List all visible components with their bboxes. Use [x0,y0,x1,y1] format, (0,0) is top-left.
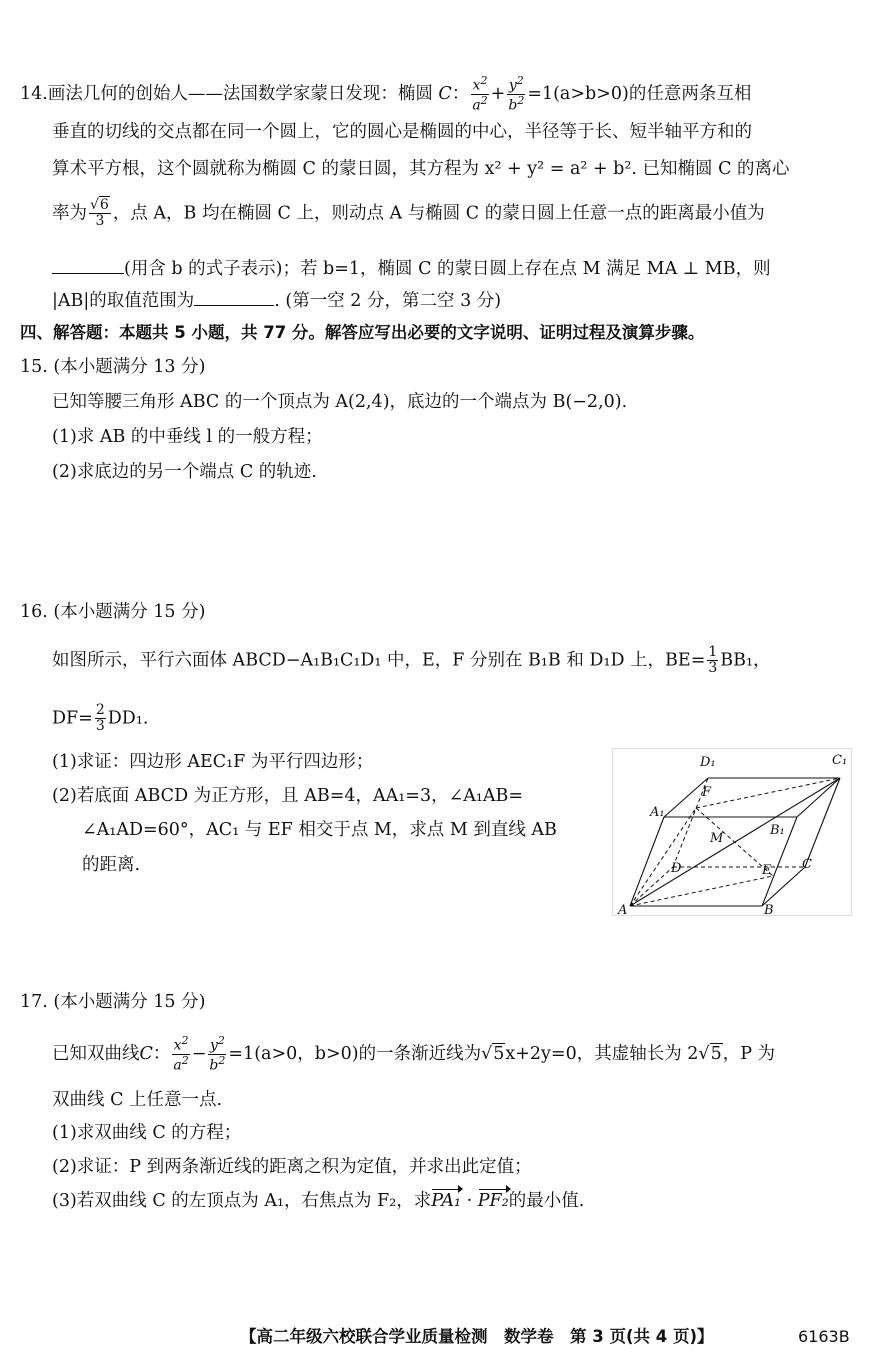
q14-text-4a: 率为 [52,203,87,224]
q14-ellipse-name: C [438,84,452,105]
q16-part-2-line-2: ∠A₁AD=60°，AC₁ 与 EF 相交于点 M，求点 M 到直线 AB [82,820,557,840]
label-B: B [764,903,774,916]
q14-text-4b: ，点 A，B 均在椭圆 C 上，则动点 A 与椭圆 C 的蒙日圆上任意一点的距离最小值为 [112,203,765,224]
label-M: M [710,831,724,846]
label-E: E [762,863,772,878]
q17-vector-PF2: PF₂ [477,1191,509,1211]
q17-line-2: 双曲线 C 上任意一点. [52,1090,223,1110]
q14-text-6a: |AB|的取值范围为 [52,291,195,311]
q16-part-2-line-3: 的距离. [82,855,141,875]
q17-hyperbola-name: C [139,1044,153,1065]
q15-line-1: 已知等腰三角形 ABC 的一个顶点为 A(2,4)，底边的一个端点为 B(−2,0). [52,392,628,412]
q17-colon: ： [152,1044,171,1065]
label-B1: B₁ [770,823,785,838]
q17-part-1: (1)求双曲线 C 的方程； [52,1123,242,1143]
q14-frac-y: $\frac{y^2}{b^2}$ [508,74,525,114]
q14-eccentricity-frac: $\frac{√6}{3}$ [90,197,109,230]
q17-dot-product: · [461,1191,478,1211]
q16-part-2-line-1: (2)若底面 ABCD 为正方形，且 AB=4，AA₁=3，∠A₁AB= [52,786,524,806]
q17-sqrt-1: 5 [493,1044,505,1065]
q16-line-1 [52,645,771,677]
q16-text-1b: BB₁， [720,650,771,671]
q17-part-2: (2)求证：P 到两条渐近线的距离之积为定值，并求出此定值； [52,1157,532,1177]
label-D: D [671,861,682,876]
q14-answer-blank-2[interactable] [194,289,274,306]
q16-header: 16. (本小题满分 15 分) [20,602,206,622]
q16-text-2b: DD₁. [107,708,149,729]
q17-text-1d: ，P 为 [722,1044,776,1065]
q15-part-2: (2)求底边的另一个端点 C 的轨迹. [52,462,317,482]
page-footer-code: 6163B [798,1327,850,1346]
q14-number: 14. [20,84,48,105]
q17-frac-y: $\frac{y^2}{b^2}$ [209,1034,226,1074]
section-4-header: 四、解答题：本题共 5 小题，共 77 分。解答应写出必要的文字说明、证明过程及演算步骤。 [20,323,705,342]
q17-text-1a: 已知双曲线 [52,1044,140,1065]
q14-colon: ： [451,84,470,105]
q17-part-3 [52,1191,584,1212]
q14-frac-x: $\frac{x^2}{a^2}$ [472,74,488,114]
q17-line-1: 已知双曲线C： $\frac{x^2}{a^2}$ − $\frac{y^2}{b^2}$ =1(a>0，b>0)的一条渐近线为√5x+2y=0，其虚轴长为 2√5，P 为 [52,1034,776,1074]
q16-frac-one-third: $\frac{1}{3}$ [708,644,718,677]
q14-text-5: (用含 b 的式子表示)；若 b=1，椭圆 C 的蒙日圆上存在点 M 满足 MA ⊥ MB，则 [124,259,771,279]
q14-line-1: 14.画法几何的创始人——法国数学家蒙日发现：椭圆 C： $\frac{x^2}{a^2}$ + $\frac{y^2}{b^2}$ =1(a>b>0)的任意两条互相 [20,74,752,114]
q14-line-2: 垂直的切线的交点都在同一个圆上，它的圆心是椭圆的中心，半径等于长、短半轴平方和的 [52,122,752,142]
q14-line-5 [52,257,771,280]
page-footer-title: 【高二年级六校联合学业质量检测 数学卷 第 3 页(共 4 页)】 [240,1327,714,1346]
q15-part-1: (1)求 AB 的中垂线 l 的一般方程； [52,427,323,447]
label-A: A [618,903,628,916]
q15-header: 15. (本小题满分 13 分) [20,357,206,377]
q17-sqrt-2: 5 [710,1044,722,1065]
q17-frac-x: $\frac{x^2}{a^2}$ [173,1034,189,1074]
q17-header: 17. (本小题满分 15 分) [20,992,206,1012]
parallelepiped-figure [612,748,852,916]
q14-text-1b: =1(a>b>0)的任意两条互相 [527,84,752,105]
q16-text-2a: DF= [52,708,93,729]
label-C1: C₁ [832,753,848,768]
q17-text-1c: x+2y=0，其虚轴长为 2 [505,1044,699,1065]
q17-text-3a: (3)若双曲线 C 的左顶点为 A₁，右焦点为 F₂，求 [52,1191,432,1211]
q17-text-3b: 的最小值. [508,1191,585,1211]
q16-text-1a: 如图所示，平行六面体 ABCD−A₁B₁C₁D₁ 中，E，F 分别在 B₁B 和 D₁D 上，BE= [52,650,706,671]
q17-text-1b: =1(a>0，b>0)的一条渐近线为 [228,1044,482,1065]
q16-part-1: (1)求证：四边形 AEC₁F 为平行四边形； [52,752,374,772]
q14-line-4 [52,198,765,230]
q14-text-6b: . (第一空 2 分，第二空 3 分) [274,291,502,311]
q14-text-1a: 画法几何的创始人——法国数学家蒙日发现：椭圆 [47,84,433,105]
q14-line-6 [52,289,501,312]
label-A1: A₁ [650,805,665,820]
q14-line-3: 算术平方根，这个圆就称为椭圆 C 的蒙日圆，其方程为 x² + y² = a² + b². 已知椭圆 C 的离心 [52,159,790,179]
q16-line-2 [52,703,148,735]
q17-vector-PA1: PA₁ [431,1191,462,1211]
label-D1: D₁ [700,755,716,770]
label-C: C [802,857,812,872]
q16-frac-two-thirds: $\frac{2}{3}$ [95,702,105,735]
q14-answer-blank-1[interactable] [52,257,124,274]
label-F: F [702,785,712,800]
